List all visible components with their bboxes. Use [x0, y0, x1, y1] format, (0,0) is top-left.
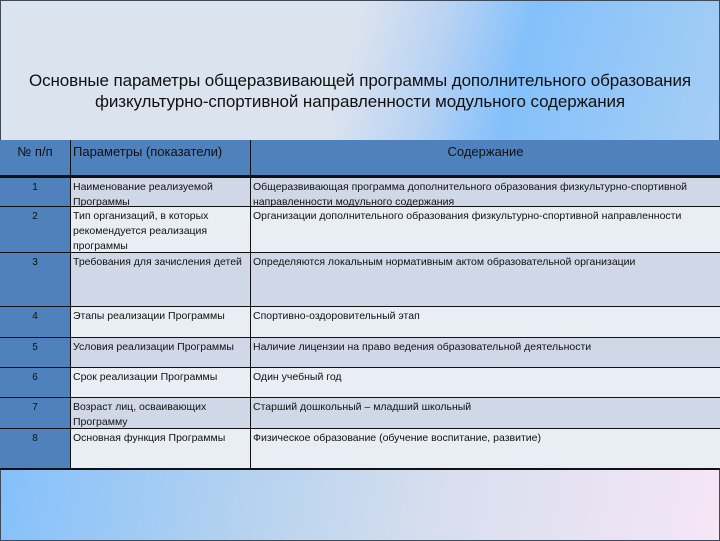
table-row [0, 307, 720, 338]
row-number: 3 [0, 253, 70, 306]
row-number: 5 [0, 338, 70, 367]
bottom-gradient-panel [0, 469, 720, 541]
row-parameter: Требования для зачисления детей [70, 253, 251, 306]
header-number: № п/п [0, 140, 70, 175]
row-number: 6 [0, 368, 70, 397]
row-parameter: Срок реализации Программы [70, 368, 251, 397]
table-row [0, 253, 720, 307]
row-number: 2 [0, 207, 70, 252]
row-content: Организации дополнительного образования физкультурно-спортивной направленности [251, 207, 720, 252]
header-parameters: Параметры (показатели) [70, 140, 251, 175]
row-parameter: Основная функция Программы [70, 429, 251, 468]
page-title: Основные параметры общеразвивающей программы дополнительного образования физкультурно-спортивной направленности модульного содержания [29, 71, 691, 111]
table-row [0, 368, 720, 398]
header-content: Содержание [251, 140, 720, 175]
row-parameter: Возраст лиц, осваивающих Программу [70, 398, 251, 428]
row-number: 8 [0, 429, 70, 468]
table-header-row [0, 140, 720, 178]
row-content: Старший дошкольный – младший школьный [251, 398, 720, 428]
row-content: Спортивно-оздоровительный этап [251, 307, 720, 337]
row-parameter: Наименование реализуемой Программы [70, 178, 251, 206]
table-row [0, 398, 720, 429]
row-number: 7 [0, 398, 70, 428]
row-parameter: Тип организаций, в которых рекомендуется реализация программы [70, 207, 251, 252]
table-row [0, 429, 720, 469]
row-number: 1 [0, 178, 70, 206]
row-number: 4 [0, 307, 70, 337]
table-row [0, 207, 720, 253]
table-row [0, 178, 720, 207]
row-content: Общеразвивающая программа дополнительного образования физкультурно-спортивной направленности модульного содержания [251, 178, 720, 206]
row-parameter: Этапы реализации Программы [70, 307, 251, 337]
row-content: Один учебный год [251, 368, 720, 397]
row-content: Физическое образование (обучение воспитание, развитие) [251, 429, 720, 468]
row-content: Наличие лицензии на право ведения образовательной деятельности [251, 338, 720, 367]
row-parameter: Условия реализации Программы [70, 338, 251, 367]
table-row [0, 338, 720, 368]
row-content: Определяются локальным нормативным актом образовательной организации [251, 253, 720, 306]
